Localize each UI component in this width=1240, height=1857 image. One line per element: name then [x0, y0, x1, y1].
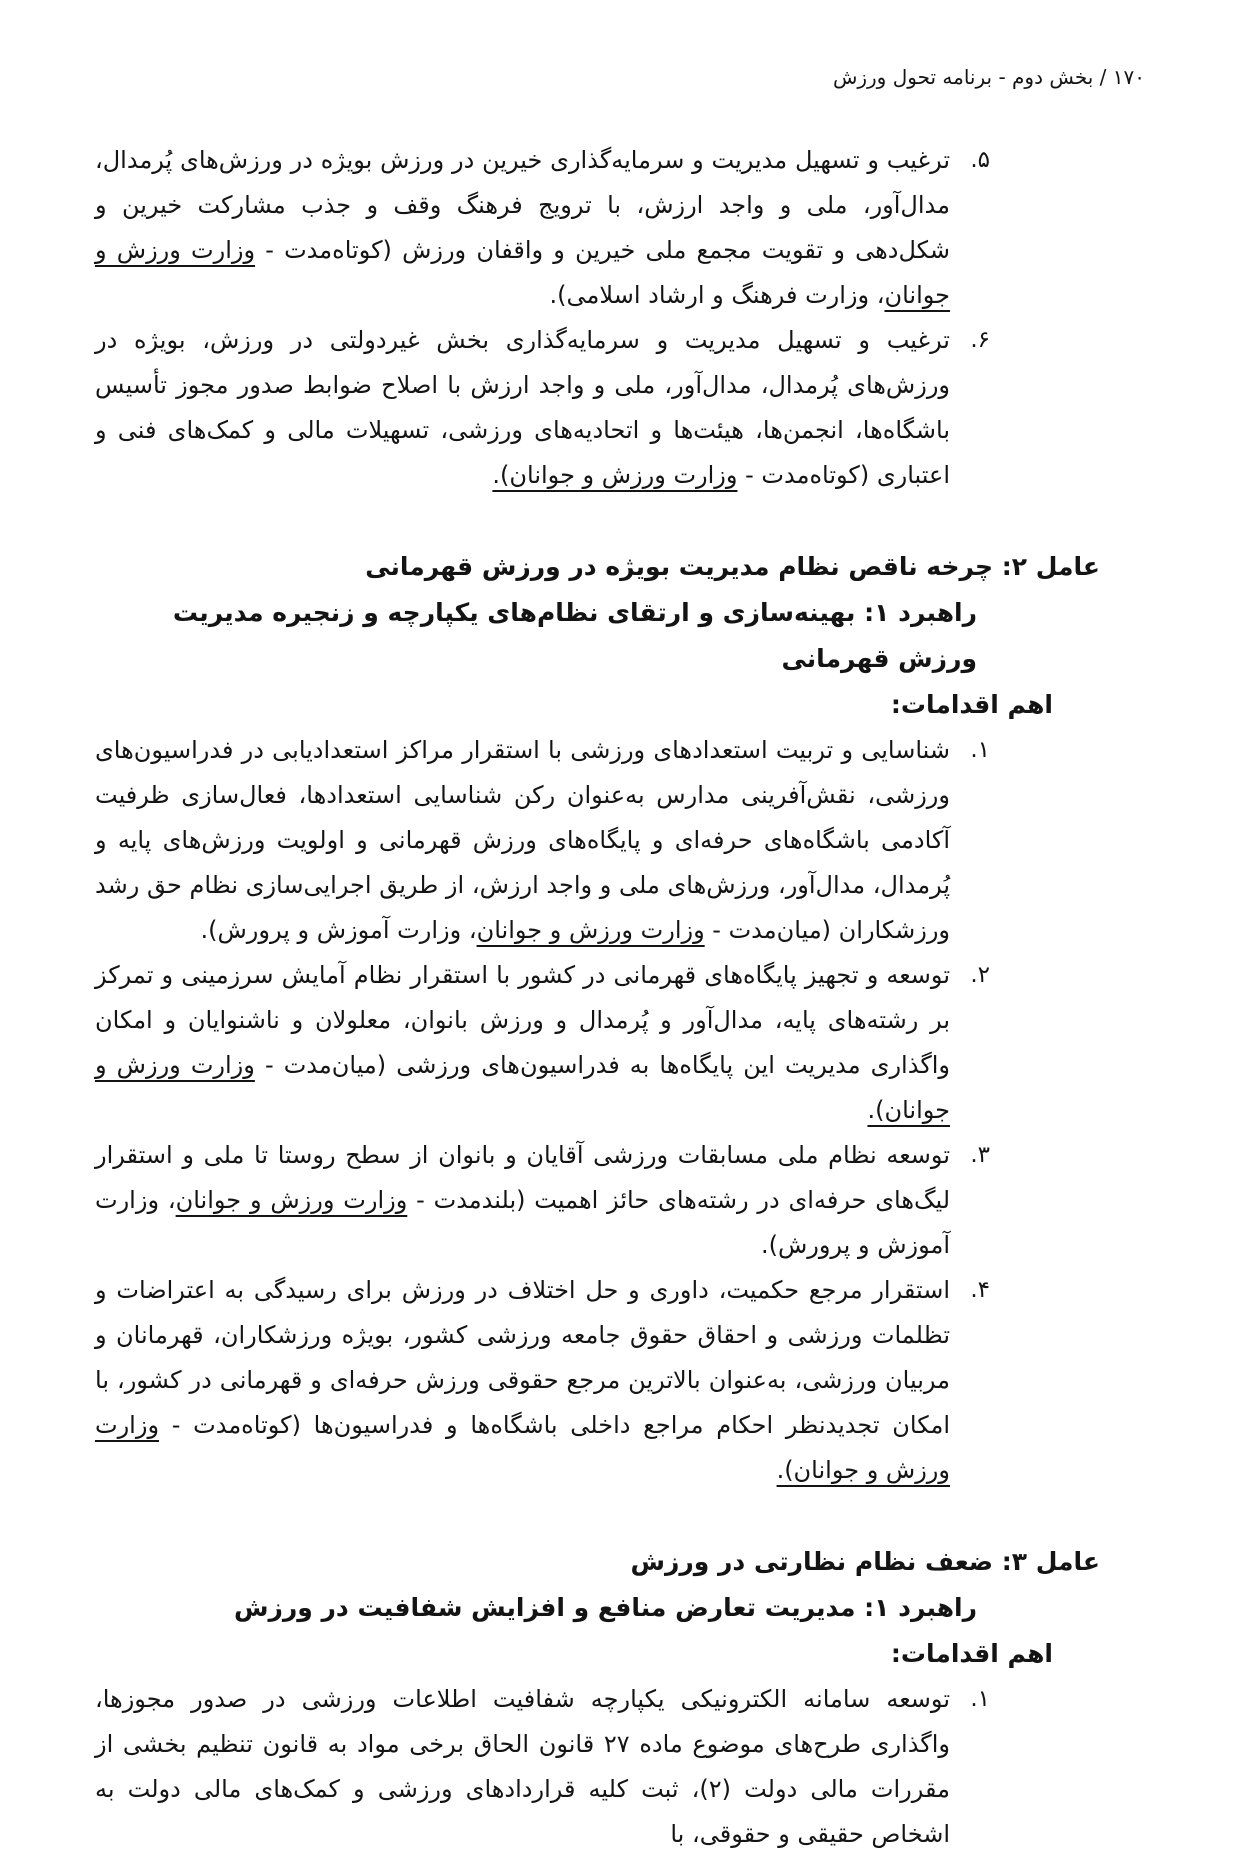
item-text — [95, 1685, 950, 1848]
item-text-segment: توسعه نظام ملی مسابقات ورزشی آقایان و بانوان از سطح روستا تا ملی و استقرار لیگ‌های حرفه‌ای در رشته‌های حائز اهمیت (بلندمدت - — [95, 1141, 951, 1214]
strategy-1-heading-section3: راهبرد ۱: مدیریت تعارض منافع و افزایش شفافیت در ورزش — [234, 1593, 977, 1622]
ministry-name-underlined: وزارت ورزش و جوانان). — [95, 1051, 950, 1124]
factor-2-heading: عامل ۲: چرخه ناقص نظام مدیریت بویژه در ورزش قهرمانی — [365, 552, 1100, 581]
list-item — [95, 138, 990, 318]
item-number: ۶. — [970, 327, 990, 353]
ministry-name-underlined: وزارت ورزش و جوانان). — [95, 1411, 950, 1484]
strategy-1-heading-section2: راهبرد ۱: بهینه‌سازی و ارتقای نظام‌های یکپارچه و زنجیره مدیریت ورزش قهرمانی — [172, 598, 977, 673]
list-item — [95, 1133, 990, 1268]
item-text — [95, 1141, 950, 1259]
ministry-name-underlined: وزارت ورزش و جوانان — [95, 236, 950, 309]
item-text-segment: ترغیب و تسهیل مدیریت و سرمایه‌گذاری خیرین در ورزش بویژه در ورزش‌های پُرمدال، مدال‌آور، ملی و واجد ارزش، با ترویج فرهنگ وقف و جذب مشارکت خیرین و شکل‌دهی و تقویت مجمع ملی خیرین و واقفان ورزش (کوتاه‌مدت - — [95, 146, 950, 264]
item-number: ۱. — [970, 737, 990, 763]
item-text-segment: توسعه سامانه الکترونیکی یکپارچه شفافیت اطلاعات ورزشی در صدور مجوزها، واگذاری طرح‌های موضوع ماده ۲۷ قانون الحاق برخی مواد به قانون تنظیم بخشی از مقررات مالی دولت (۲)، ثبت کلیه قراردادهای ورزشی و کمک‌های مالی دولت به اشخاص حقیقی و حقوقی، با — [95, 1685, 951, 1848]
numbered-list-top — [95, 138, 1145, 498]
item-text-segment: ترغیب و تسهیل مدیریت و سرمایه‌گذاری بخش غیردولتی در ورزش، بویژه در ورزش‌های پُرمدال، مدال‌آور، ملی و واجد ارزش با اصلاح ضوابط صدور مجوز تأسیس باشگاه‌ها، انجمن‌ها، هیئت‌ها و اتحادیه‌های ورزشی، تسهیلات مالی و کمک‌های فنی و اعتباری (کوتاه‌مدت - — [95, 326, 950, 489]
list-item — [95, 1268, 990, 1493]
item-text — [95, 146, 950, 309]
item-number: ۵. — [970, 147, 990, 173]
item-text-segment: ، وزارت آموزش و پرورش). — [200, 916, 477, 944]
list-item — [95, 953, 990, 1133]
item-text-segment: شناسایی و تربیت استعدادهای ورزشی با استقرار مراکز استعدادیابی در فدراسیون‌های ورزشی، نقش‌آفرینی مدارس به‌عنوان رکن شناسایی استعدادها، فعال‌سازی ظرفیت آکادمی باشگاه‌های حرفه‌ای و پایگاه‌های ورزش قهرمانی و اولویت ورزش‌های پایه و پُرمدال، مدال‌آور، ورزش‌های ملی و واجد ارزش، از طریق اجرایی‌سازی نظام حق رشد ورزشکاران (میان‌مدت - — [95, 736, 950, 944]
item-number: ۳. — [970, 1142, 990, 1168]
actions-label-section2: اهم اقدامات: — [890, 690, 1053, 719]
item-text — [95, 736, 950, 944]
item-text-segment: توسعه و تجهیز پایگاه‌های قهرمانی در کشور با استقرار نظام آمایش سرزمینی و تمرکز بر رشته‌های پایه، مدال‌آور و پُرمدال و ورزش بانوان، معلولان و ناشنوایان و امکان واگذاری مدیریت این پایگاه‌ها به فدراسیون‌های ورزشی (میان‌مدت - — [95, 961, 951, 1079]
ministry-name-underlined: وزارت ورزش و جوانان — [175, 1186, 408, 1214]
list-item — [95, 318, 990, 498]
numbered-list-section2 — [95, 728, 1145, 1493]
ministry-name-underlined: وزارت ورزش و جوانان). — [492, 461, 738, 489]
item-number: ۲. — [970, 962, 990, 988]
ministry-name-underlined: وزارت ورزش و جوانان — [476, 916, 705, 944]
factor-3-heading: عامل ۳: ضعف نظام نظارتی در ورزش — [630, 1547, 1100, 1576]
page-header: ۱۷۰ / بخش دوم - برنامه تحول ورزش — [832, 65, 1145, 89]
item-text-segment: استقرار مرجع حکمیت، داوری و حل اختلاف در ورزش برای رسیدگی به اعتراضات و تظلمات ورزشی و احقاق حقوق جامعه ورزشی کشور، بویژه ورزشکاران، قهرمانان و مربیان ورزشی، به‌عنوان بالاترین مرجع حقوقی ورزش حرفه‌ای و قهرمانی در کشور، با امکان تجدیدنظر احکام مراجع داخلی باشگاه‌ها و فدراسیون‌ها (کوتاه‌مدت - — [95, 1276, 950, 1439]
item-number: ۴. — [970, 1277, 990, 1303]
item-text-segment: ، وزارت آموزش و پرورش). — [95, 1186, 950, 1259]
item-number: ۱. — [970, 1686, 990, 1712]
item-text — [95, 326, 950, 489]
list-item — [95, 728, 990, 953]
numbered-list-section3 — [95, 1677, 1145, 1857]
list-item — [95, 1677, 990, 1857]
item-text-segment: ، وزارت فرهنگ و ارشاد اسلامی). — [549, 281, 885, 309]
item-text — [95, 1276, 950, 1484]
item-text — [95, 961, 950, 1124]
actions-label-section3: اهم اقدامات: — [890, 1639, 1053, 1668]
